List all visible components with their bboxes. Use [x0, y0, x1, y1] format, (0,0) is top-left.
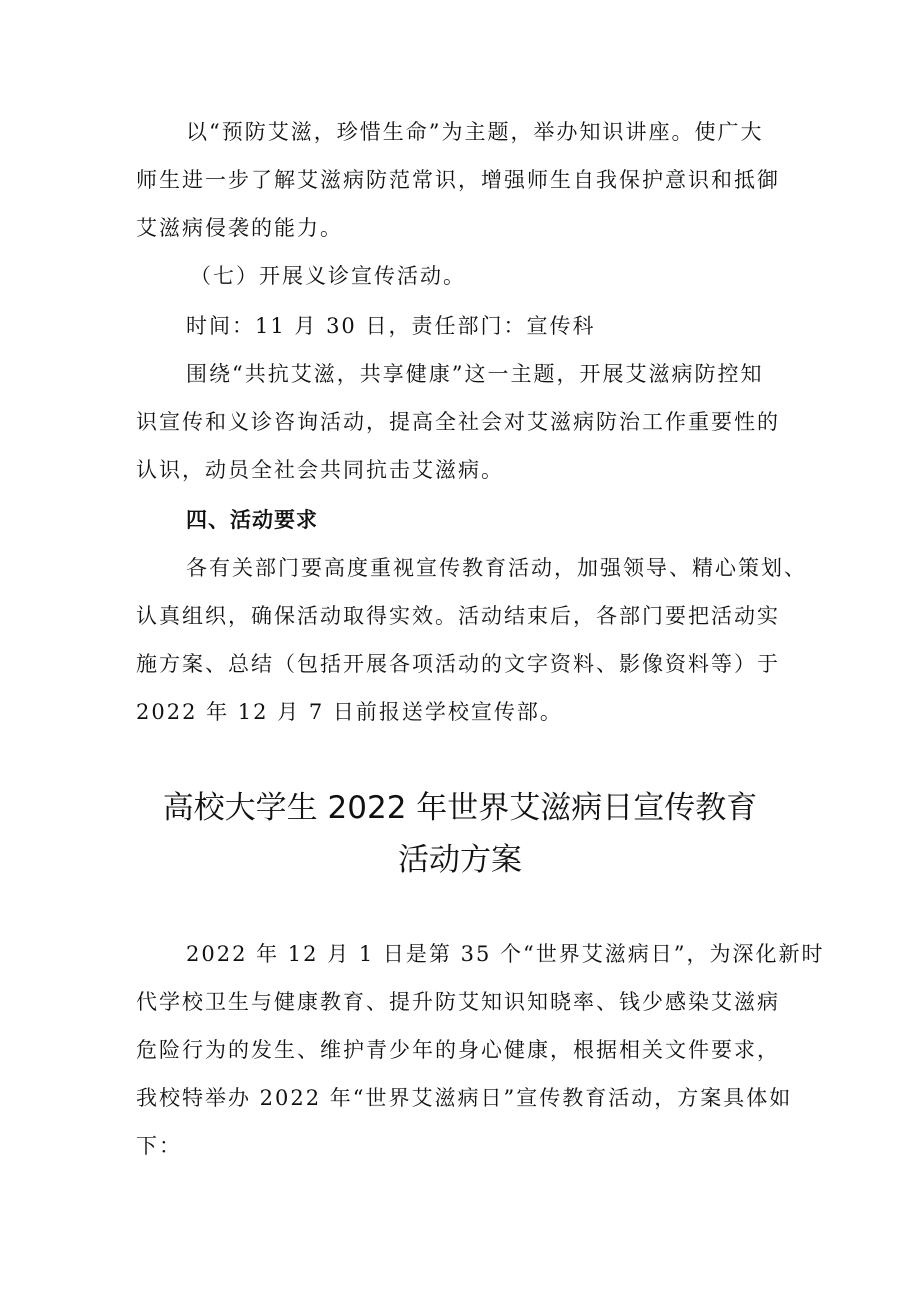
- paragraph-line: 以“预防艾滋，珍惜生命”为主题，举办知识讲座。使广大: [186, 120, 764, 144]
- paragraph-line: 各有关部门要高度重视宣传教育活动，加强领导、精心策划、: [186, 556, 807, 580]
- paragraph-line: 艾滋病侵袭的能力。: [136, 216, 343, 240]
- document-title-line-1: 高校大学生 2022 年世界艾滋病日宣传教育: [162, 790, 758, 826]
- intro-line: 代学校卫生与健康教育、提升防艾知识知晓率、钱少感染艾滋病: [136, 990, 780, 1014]
- paragraph-line: 认识，动员全社会共同抗击艾滋病。: [136, 458, 504, 482]
- time-responsibility-line: 时间：11 月 30 日，责任部门：宣传科: [186, 314, 596, 338]
- intro-line: 2022 年 12 月 1 日是第 35 个“世界艾滋病日”，为深化新时: [186, 942, 825, 966]
- paragraph-line: 识宣传和义诊咨询活动，提高全社会对艾滋病防治工作重要性的: [136, 410, 780, 434]
- paragraph-line: 2022 年 12 月 7 日前报送学校宣传部。: [136, 700, 563, 724]
- paragraph-line: 认真组织，确保活动取得实效。活动结束后，各部门要把活动实: [136, 604, 780, 628]
- intro-line: 我校特举办 2022 年“世界艾滋病日”宣传教育活动，方案具体如: [136, 1086, 793, 1110]
- paragraph-line: 施方案、总结（包括开展各项活动的文字资料、影像资料等）于: [136, 652, 780, 676]
- intro-line: 下：: [136, 1134, 182, 1158]
- section-subheading: （七）开展义诊宣传活动。: [190, 264, 466, 288]
- document-title-line-2: 活动方案: [398, 842, 522, 878]
- paragraph-line: 师生进一步了解艾滋病防范常识，增强师生自我保护意识和抵御: [136, 168, 780, 192]
- paragraph-line: 围绕“共抗艾滋，共享健康”这一主题，开展艾滋病防控知: [186, 362, 764, 386]
- intro-line: 危险行为的发生、维护青少年的身心健康，根据相关文件要求，: [136, 1038, 780, 1062]
- section-heading: 四、活动要求: [186, 508, 318, 532]
